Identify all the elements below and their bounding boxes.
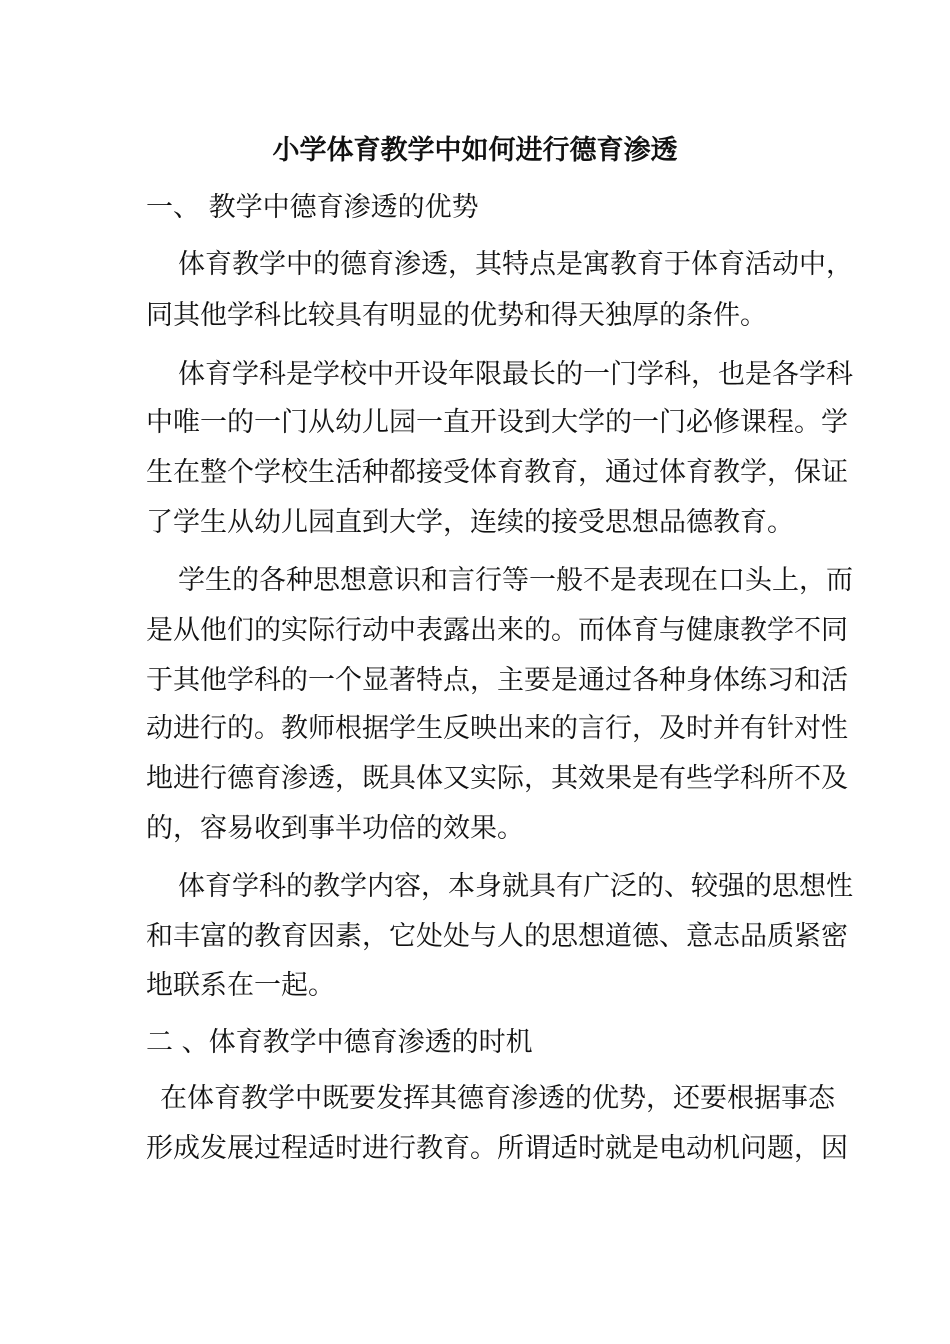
paragraph-line: 中唯一的一门从幼儿园一直开设到大学的一门必修课程。学 [146,407,848,438]
paragraph-line: 体育学科是学校中开设年限最长的一门学科，也是各学科 [178,359,853,390]
paragraph-line: 的，容易收到事半功倍的效果。 [146,813,524,844]
paragraph-line: 和丰富的教育因素，它处处与人的思想道德、意志品质紧密 [146,921,848,952]
paragraph-line: 于其他学科的一个显著特点，主要是通过各种身体练习和活 [146,665,848,696]
paragraph-line: 体育学科的教学内容，本身就具有广泛的、较强的思想性 [178,871,853,902]
paragraph-line: 生在整个学校生活种都接受体育教育，通过体育教学，保证 [146,457,848,488]
paragraph-line: 体育教学中的德育渗透，其特点是寓教育于体育活动中， [178,249,853,280]
paragraph-line: 形成发展过程适时进行教育。所谓适时就是电动机问题，因 [146,1133,848,1164]
paragraph-line: 在体育教学中既要发挥其德育渗透的优势，还要根据事态 [160,1083,835,1114]
paragraph-line: 地联系在一起。 [146,970,335,1001]
section-heading-2: 二 、体育教学中德育渗透的时机 [146,1027,533,1058]
paragraph-line: 同其他学科比较具有明显的优势和得天独厚的条件。 [146,300,767,331]
paragraph-line: 了学生从幼儿园直到大学，连续的接受思想品德教育。 [146,507,794,538]
paragraph-line: 学生的各种思想意识和言行等一般不是表现在口头上，而 [178,565,853,596]
paragraph-line: 动进行的。教师根据学生反映出来的言行，及时并有针对性 [146,713,848,744]
document-title: 小学体育教学中如何进行德育渗透 [272,135,678,166]
section-heading-1: 一、 教学中德育渗透的优势 [146,192,479,223]
paragraph-line: 地进行德育渗透，既具体又实际，其效果是有些学科所不及 [146,763,848,794]
paragraph-line: 是从他们的实际行动中表露出来的。而体育与健康教学不同 [146,615,848,646]
